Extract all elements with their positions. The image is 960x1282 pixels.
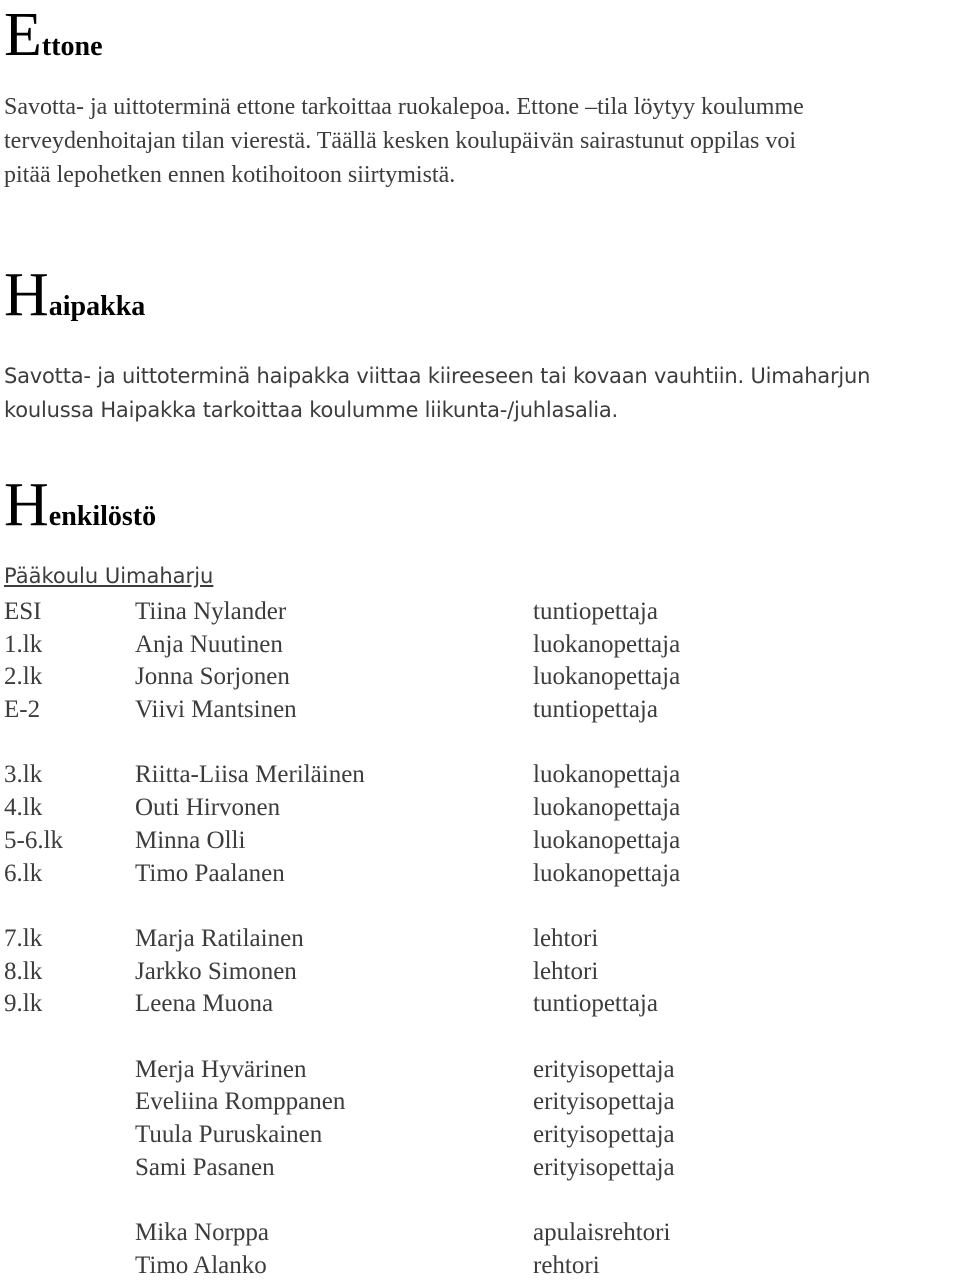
staff-role: luokanopettaja: [533, 663, 681, 691]
staff-row: [4, 792, 944, 825]
staff-row: [4, 596, 944, 629]
staff-row: [4, 923, 944, 956]
staff-name: Outi Hirvonen: [135, 794, 281, 822]
staff-class: 1.lk: [4, 630, 43, 658]
staff-name: Timo Alanko: [135, 1251, 267, 1279]
staff-row: [4, 1086, 944, 1119]
staff-row: [4, 1054, 944, 1087]
staff-row: [4, 988, 944, 1021]
staff-row: [4, 759, 944, 792]
staff-name: Jonna Sorjonen: [135, 663, 290, 691]
staff-row: [4, 1184, 944, 1217]
paragraph-line: pitää lepohetken ennen kotihoitoon siirtymistä.: [4, 162, 456, 188]
heading-rest: ttone: [41, 31, 103, 62]
staff-name: Minna Olli: [135, 826, 246, 854]
staff-role: luokanopettaja: [533, 826, 681, 854]
staff-row: [4, 890, 944, 923]
staff-class: 2.lk: [4, 663, 43, 691]
staff-row: [4, 858, 944, 891]
heading-rest: aipakka: [48, 291, 146, 322]
staff-role: erityisopettaja: [533, 1088, 675, 1116]
staff-role: tuntiopettaja: [533, 696, 658, 724]
staff-class: 8.lk: [4, 957, 43, 985]
staff-class: 7.lk: [4, 924, 43, 952]
staff-role: erityisopettaja: [533, 1153, 675, 1181]
staff-name: Sami Pasanen: [135, 1153, 275, 1181]
staff-row: [4, 629, 944, 662]
staff-name: Tuula Puruskainen: [135, 1121, 323, 1148]
staff-role: lehtori: [533, 924, 599, 952]
staff-role: rehtori: [533, 1251, 600, 1279]
staff-role: lehtori: [533, 957, 599, 985]
staff-row: [4, 1217, 944, 1250]
paragraph-line: koulussa Haipakka tarkoittaa koulumme liikunta-/juhlasalia.: [4, 398, 619, 422]
section-heading-ettone: [4, 1, 103, 69]
staff-class: ESI: [4, 598, 42, 625]
staff-class: 5-6.lk: [4, 826, 64, 854]
staff-role: luokanopettaja: [533, 794, 681, 822]
staff-table: [4, 596, 944, 1282]
staff-row: [4, 1152, 944, 1185]
staff-role: erityisopettaja: [533, 1121, 675, 1148]
staff-name: Mika Norppa: [135, 1219, 269, 1247]
heading-initial: E: [4, 1, 42, 69]
staff-role: erityisopettaja: [533, 1055, 675, 1083]
staff-name: Anja Nuutinen: [135, 630, 283, 658]
heading-rest: enkilöstö: [48, 501, 157, 532]
staff-class: 3.lk: [4, 761, 43, 789]
heading-initial: H: [4, 261, 49, 329]
paragraph-line: Savotta- ja uittoterminä ettone tarkoittaa ruokalepoa. Ettone –tila löytyy koulumme: [4, 94, 804, 120]
staff-role: apulaisrehtori: [533, 1219, 671, 1247]
staff-subheading: Pääkoulu Uimaharju: [4, 564, 214, 588]
staff-row: [4, 1021, 944, 1054]
section-heading-haipakka: [4, 261, 146, 329]
paragraph-line: terveydenhoitajan tilan vierestä. Täällä kesken koulupäivän sairastunut oppilas voi: [4, 128, 796, 154]
staff-class: 6.lk: [4, 859, 43, 887]
staff-row: [4, 956, 944, 989]
section-heading-henkilosto: [4, 471, 157, 539]
staff-name: Tiina Nylander: [135, 598, 287, 625]
staff-role: luokanopettaja: [533, 859, 681, 887]
staff-row: [4, 661, 944, 694]
heading-initial: H: [4, 471, 49, 539]
staff-role: luokanopettaja: [533, 630, 681, 658]
staff-class: 9.lk: [4, 990, 43, 1018]
ettone-paragraph: [4, 90, 956, 192]
staff-name: Riitta-Liisa Meriläinen: [135, 761, 365, 789]
staff-name: Eveliina Romppanen: [135, 1088, 346, 1116]
staff-name: Merja Hyvärinen: [135, 1055, 307, 1083]
haipakka-paragraph: [4, 359, 956, 427]
staff-row: [4, 1119, 944, 1152]
staff-role: tuntiopettaja: [533, 598, 658, 625]
staff-name: Marja Ratilainen: [135, 924, 304, 952]
staff-name: Leena Muona: [135, 990, 274, 1018]
staff-row: [4, 694, 944, 727]
staff-name: Jarkko Simonen: [135, 957, 297, 985]
staff-row: [4, 825, 944, 858]
staff-row: [4, 1250, 944, 1282]
staff-class: 4.lk: [4, 794, 43, 822]
staff-role: luokanopettaja: [533, 761, 681, 789]
staff-name: Timo Paalanen: [135, 859, 285, 887]
staff-class: E-2: [4, 696, 41, 724]
staff-row: [4, 727, 944, 760]
paragraph-line: Savotta- ja uittoterminä haipakka viittaa kiireeseen tai kovaan vauhtiin. Uimaharjun: [4, 364, 871, 388]
staff-name: Viivi Mantsinen: [135, 696, 297, 724]
staff-role: tuntiopettaja: [533, 990, 658, 1018]
